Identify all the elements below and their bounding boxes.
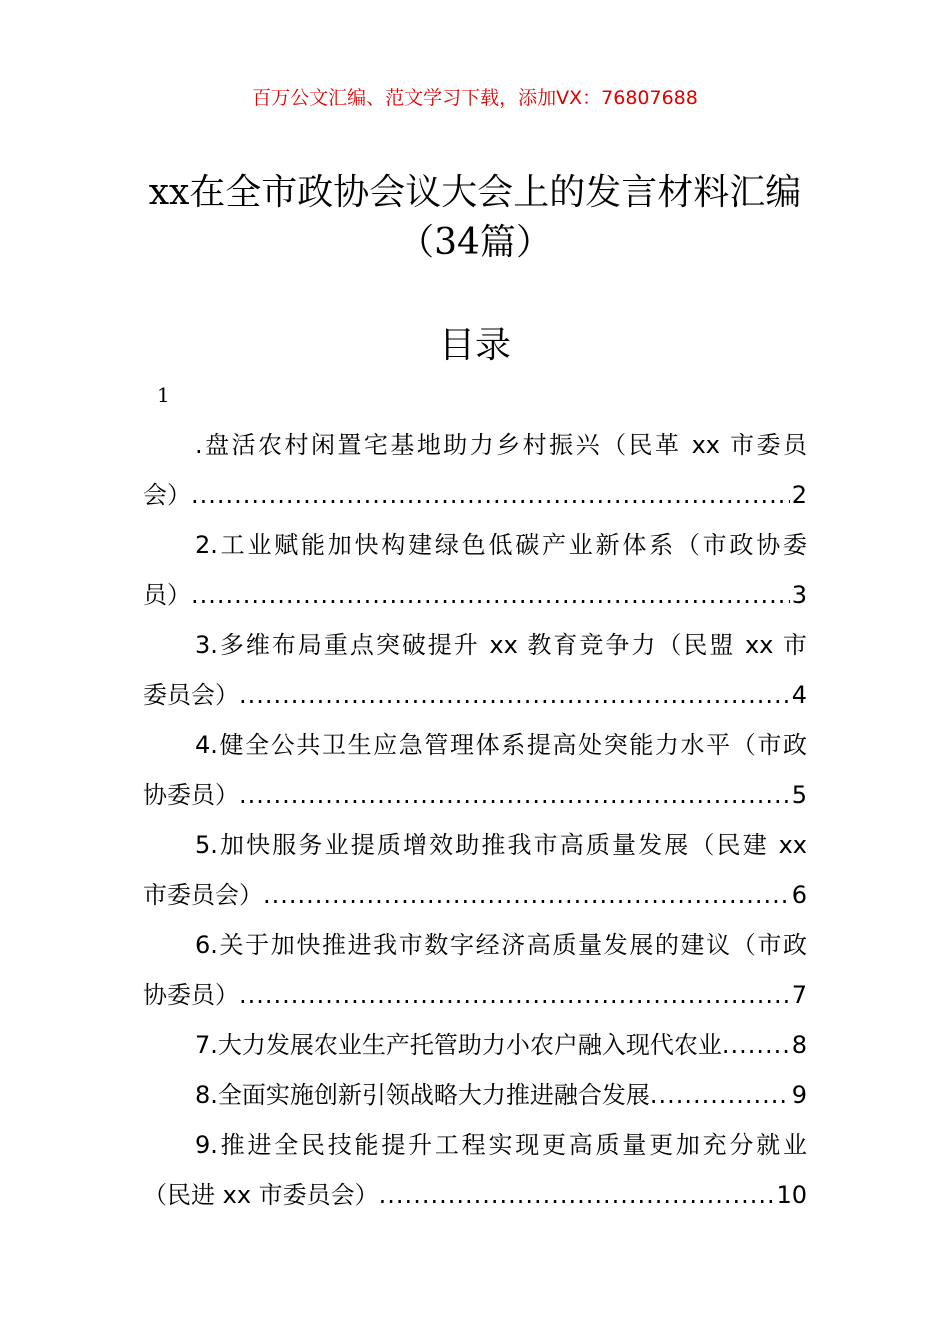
toc-entry-title: 8.全面实施创新引领战略大力推进融合发展 xyxy=(195,1081,650,1109)
toc-entry-title-cont: 协委员） xyxy=(143,981,239,1009)
toc-entry[interactable] xyxy=(143,820,807,920)
title-line-1: xx在全市政协会议大会上的发言材料汇编 xyxy=(148,172,802,213)
toc-entry-title: 2.工业赋能加快构建绿色低碳产业新体系（市政协委 xyxy=(195,531,807,559)
toc-leader-dots xyxy=(650,1070,790,1120)
header-banner xyxy=(0,84,950,112)
toc-leader-dots xyxy=(722,1020,790,1070)
toc-page-number: 8 xyxy=(791,1031,807,1059)
toc-entry[interactable] xyxy=(143,1070,807,1120)
toc-entry[interactable] xyxy=(143,720,807,820)
toc-entry-title: 6.关于加快推进我市数字经济高质量发展的建议（市政 xyxy=(195,931,807,959)
toc-entry-title: 5.加快服务业提质增效助推我市高质量发展（民建 xx xyxy=(195,831,807,859)
toc-page-number: 9 xyxy=(791,1081,807,1109)
toc-entry-title-cont: 委员会） xyxy=(143,681,239,709)
toc-entry-title-cont: 市委员会） xyxy=(143,881,263,909)
toc-entry-title: 3.多维布局重点突破提升 xx 教育竞争力（民盟 xx 市 xyxy=(195,631,807,659)
toc-page-number: 10 xyxy=(776,1181,807,1209)
toc-entry[interactable] xyxy=(143,1020,807,1070)
toc-entry-title: 9.推进全民技能提升工程实现更高质量更加充分就业 xyxy=(195,1131,807,1159)
toc-entry[interactable] xyxy=(143,620,807,720)
toc-entry-title: 7.大力发展农业生产托管助力小农户融入现代农业 xyxy=(195,1031,722,1059)
table-of-contents xyxy=(143,420,807,1220)
toc-leader-dots xyxy=(239,770,790,820)
toc-page-number: 3 xyxy=(791,581,807,609)
toc-leader-dots xyxy=(263,870,790,920)
toc-entry[interactable] xyxy=(143,1120,807,1220)
toc-entry-title: .盘活农村闲置宅基地助力乡村振兴（民革 xx 市委员 xyxy=(195,431,807,459)
toc-heading: 目录 xyxy=(438,325,511,366)
toc-leader-dots xyxy=(239,970,790,1020)
toc-leader-dots xyxy=(191,470,790,520)
toc-page-number: 7 xyxy=(791,981,807,1009)
toc-page-number: 4 xyxy=(791,681,807,709)
toc-page-number: 2 xyxy=(791,481,807,509)
banner-text: 百万公文汇编、范文学习下载，添加VX：76807688 xyxy=(252,87,698,109)
toc-entry[interactable] xyxy=(143,520,807,620)
toc-page-number: 6 xyxy=(791,881,807,909)
document-title xyxy=(60,168,890,268)
toc-entry[interactable] xyxy=(143,920,807,1020)
page-mark: 1 xyxy=(157,383,170,407)
toc-leader-dots xyxy=(379,1170,775,1220)
title-line-2: （34篇） xyxy=(398,222,552,263)
toc-entry[interactable] xyxy=(143,420,807,520)
toc-entry-title-cont: 会） xyxy=(143,481,191,509)
toc-entry-title-cont: （民进 xx 市委员会） xyxy=(143,1181,379,1209)
toc-page-number: 5 xyxy=(791,781,807,809)
toc-entry-title: 4.健全公共卫生应急管理体系提高处突能力水平（市政 xyxy=(195,731,807,759)
toc-leader-dots xyxy=(191,570,790,620)
toc-leader-dots xyxy=(239,670,790,720)
toc-entry-title-cont: 员） xyxy=(143,581,191,609)
toc-entry-title-cont: 协委员） xyxy=(143,781,239,809)
